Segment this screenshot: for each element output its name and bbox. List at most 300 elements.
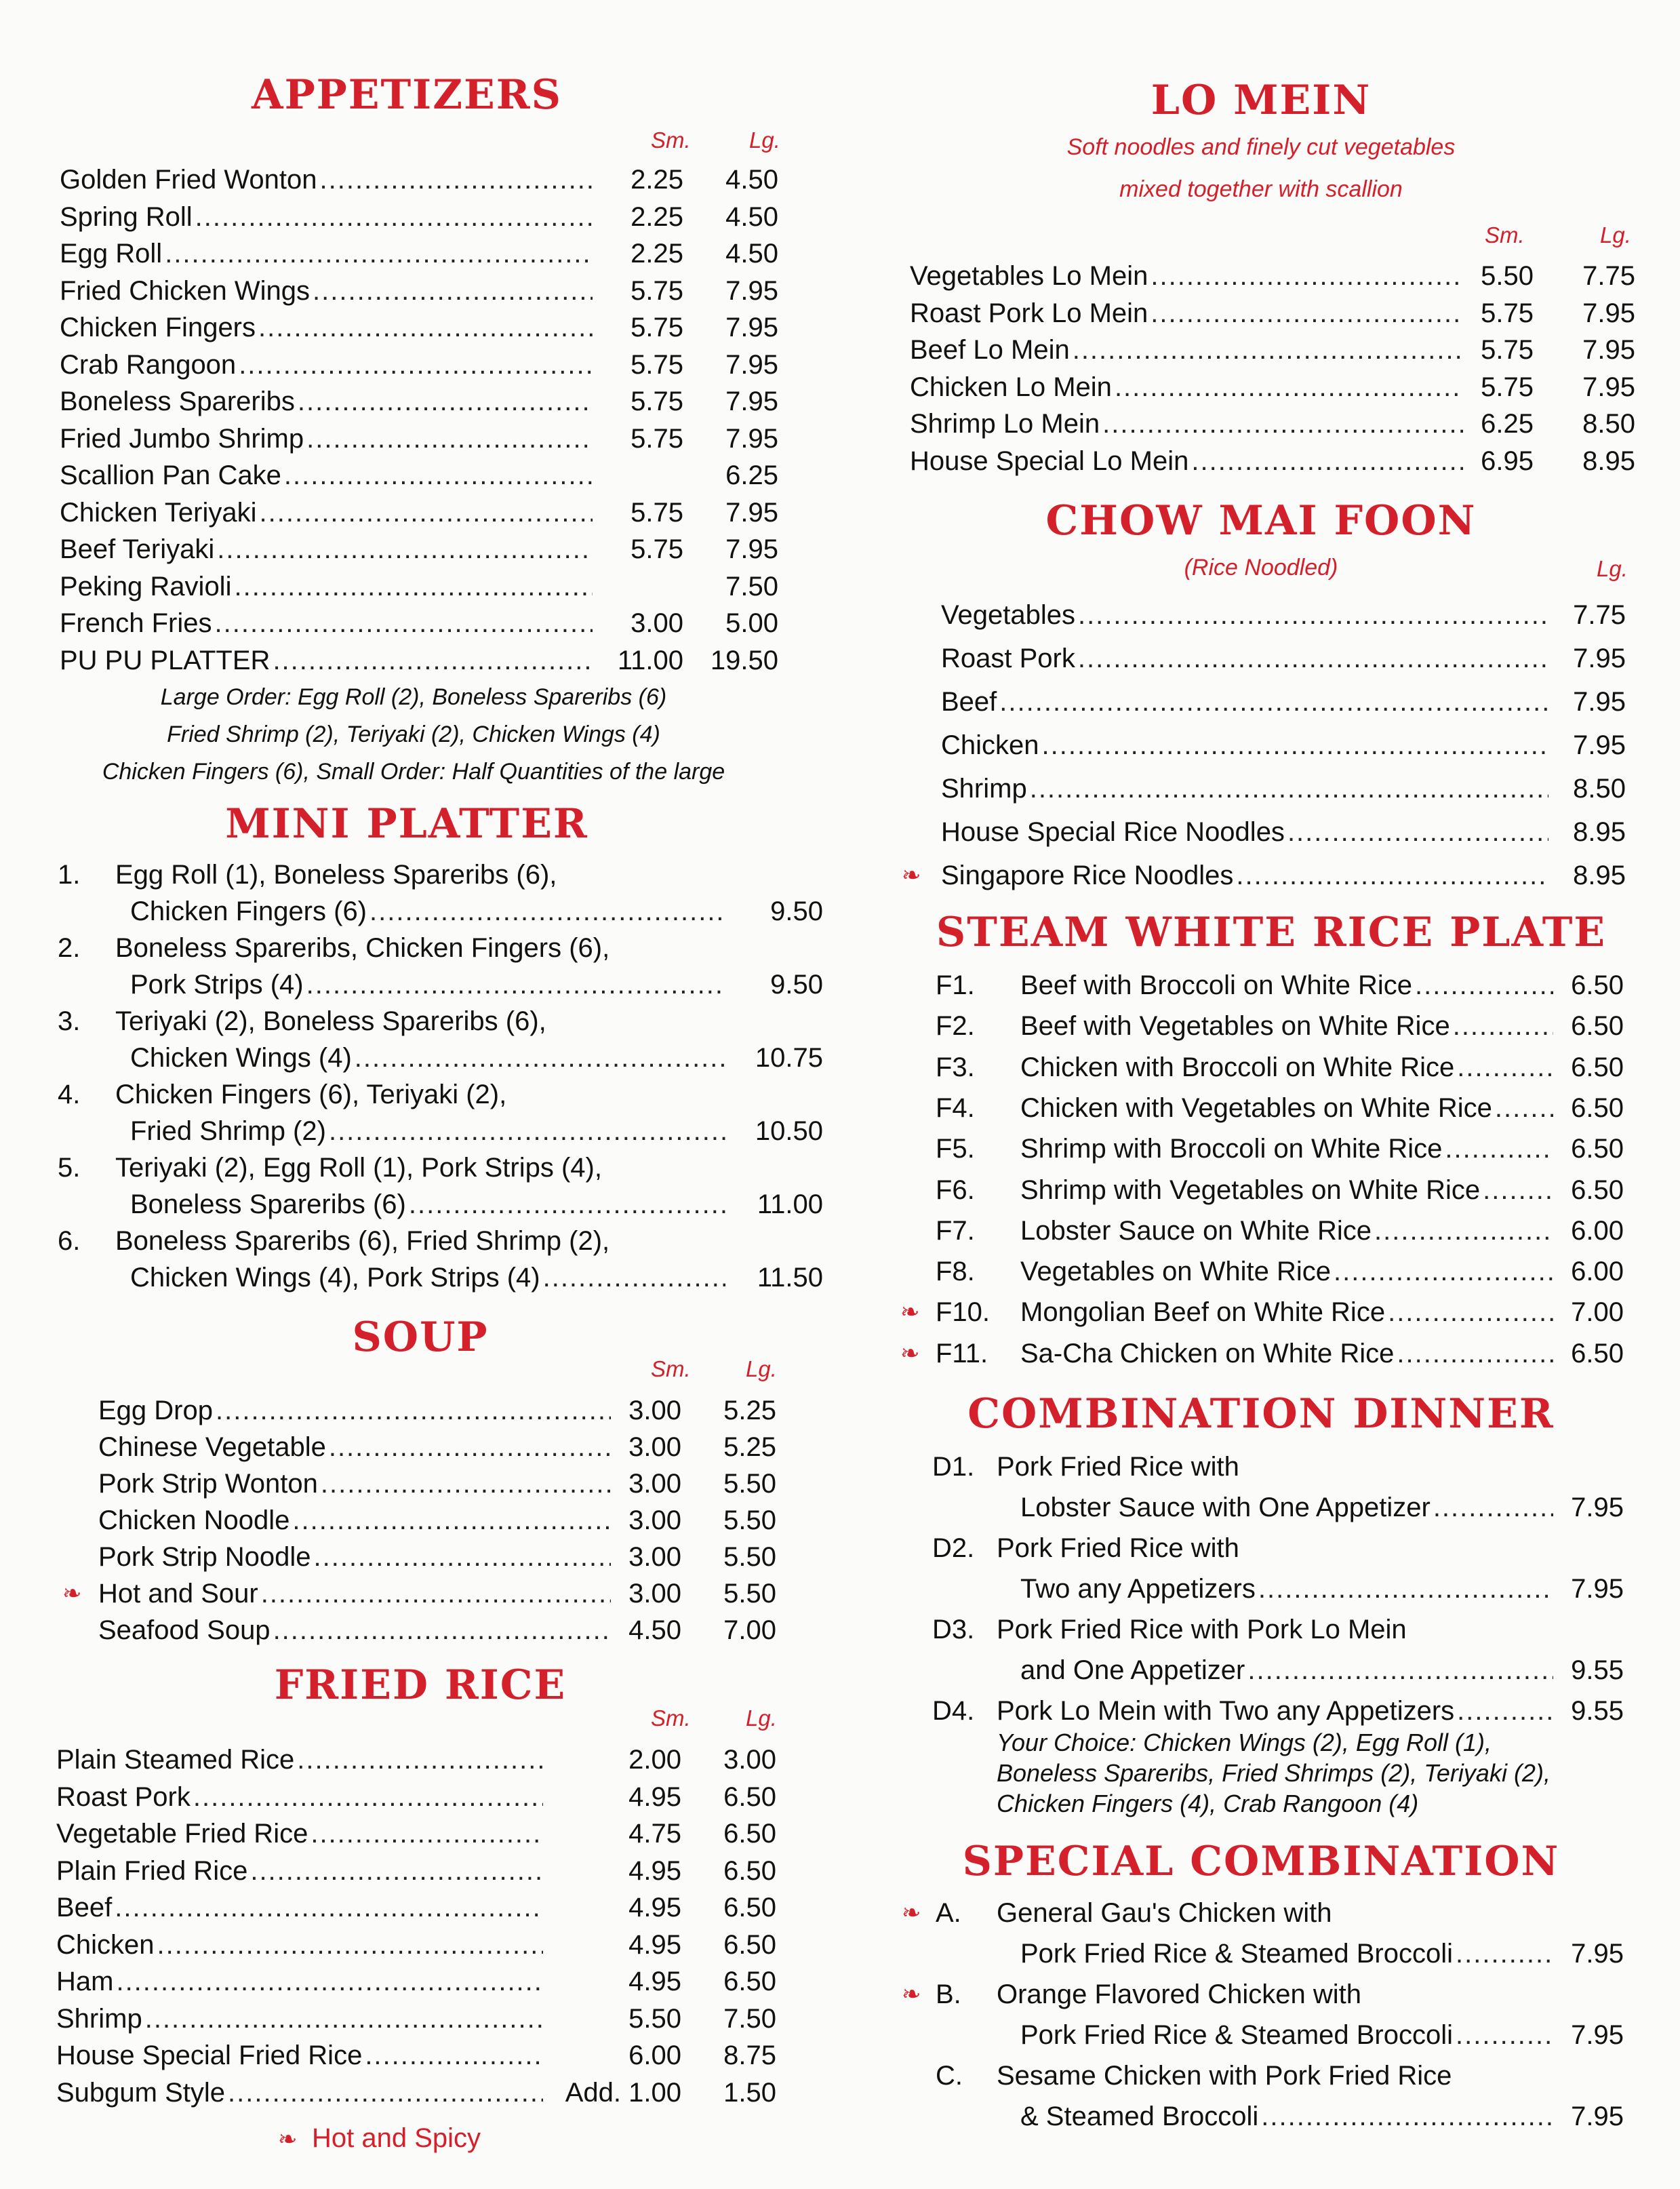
menu-item <box>98 1430 776 1464</box>
menu-item <box>1020 1937 1624 1971</box>
dot-leader <box>313 274 593 308</box>
price-large: 5.25 <box>723 1396 776 1425</box>
dot-leader <box>1445 1132 1553 1166</box>
item-name: Fried Jumbo Shrimp <box>60 423 304 454</box>
item-line: General Gau's Chicken with <box>997 1898 1332 1928</box>
item-name: Chicken Teriyaki <box>60 497 257 528</box>
price-large: 6.50 <box>1571 1175 1624 1205</box>
price-small: 4.95 <box>628 1967 681 1996</box>
dot-leader <box>355 1041 725 1075</box>
menu-item <box>941 642 1626 675</box>
dot-leader <box>284 458 593 492</box>
dot-leader <box>261 1577 611 1611</box>
pepper-icon: ❧ <box>902 1981 921 2007</box>
price-large: 8.50 <box>1573 774 1626 804</box>
item-name: Scallion Pan Cake <box>60 460 281 490</box>
price-small: 4.50 <box>628 1615 681 1645</box>
price-small: Add. 1.00 <box>565 2077 681 2108</box>
item-line: Teriyaki (2), Egg Roll (1), Pork Strips (4), <box>115 1153 602 1183</box>
price-small: 4.95 <box>628 1893 681 1922</box>
dot-leader <box>239 348 593 382</box>
price-large: 8.75 <box>723 2040 776 2070</box>
item-number: 3. <box>58 1006 81 1036</box>
item-name: Boneless Spareribs (6) <box>130 1189 406 1219</box>
item-code: C. <box>936 2061 963 2091</box>
item-name: & Steamed Broccoli <box>1020 2102 1259 2131</box>
item-name: Crab Rangoon <box>60 349 237 380</box>
soup-sm-label: Sm. <box>651 1356 691 1381</box>
menu-item <box>910 296 1635 330</box>
appetizers-heading: APPETIZERS <box>252 71 562 119</box>
item-name: Roast Pork <box>56 1781 191 1812</box>
price-large: 5.50 <box>723 1505 776 1535</box>
price-large: 8.95 <box>1573 817 1626 847</box>
item-code: D3. <box>932 1615 975 1644</box>
price-large: 6.50 <box>1571 1052 1624 1082</box>
price-large: 6.50 <box>723 1855 776 1886</box>
price-large: 4.50 <box>725 165 778 195</box>
price-large: 6.50 <box>723 1929 776 1960</box>
price-large: 6.50 <box>723 1819 776 1849</box>
price-large: 7.75 <box>1582 261 1635 291</box>
price-large: 7.95 <box>725 534 778 564</box>
price-small: 5.75 <box>631 313 683 342</box>
item-code: F6. <box>936 1175 975 1205</box>
dot-leader <box>306 422 593 456</box>
dot-leader <box>1191 444 1463 478</box>
fried-rice-heading: FRIED RICE <box>274 1661 567 1709</box>
menu-item <box>941 859 1626 892</box>
dot-leader <box>234 570 593 604</box>
pepper-icon: ❧ <box>900 1299 920 1326</box>
dot-leader <box>1078 598 1548 632</box>
item-name: French Fries <box>60 608 212 638</box>
item-name: Seafood Soup <box>98 1615 271 1645</box>
item-name: Chicken Noodle <box>98 1505 290 1535</box>
menu-item <box>1020 1050 1624 1084</box>
price-large: 5.50 <box>723 1579 776 1609</box>
item-name: Shrimp Lo Mein <box>910 409 1100 439</box>
fried-rice-lg-label: Lg. <box>746 1705 777 1731</box>
item-code: F4. <box>936 1092 975 1123</box>
item-name: Vegetables <box>941 600 1075 630</box>
item-name: House Special Lo Mein <box>910 446 1189 476</box>
item-line: Orange Flavored Chicken with <box>997 1979 1362 2009</box>
menu-item <box>56 2076 776 2110</box>
dot-leader <box>215 606 593 640</box>
menu-item <box>60 458 778 492</box>
item-name: Beef with Vegetables on White Rice <box>1020 1011 1450 1042</box>
price-large: 7.95 <box>725 275 778 306</box>
item-name: Beef <box>941 687 997 717</box>
item-name: Pork Strip Wonton <box>98 1469 318 1499</box>
soup-heading: SOUP <box>352 1314 489 1361</box>
dot-leader <box>1388 1295 1553 1329</box>
menu-item <box>130 968 823 1002</box>
appetizers-sm-label: Sm. <box>651 127 691 153</box>
choice-note: Boneless Spareribs, Fried Shrimps (2), Teriyaki (2), <box>997 1759 1551 1787</box>
item-line: Chicken Fingers (6), Teriyaki (2), <box>115 1080 507 1109</box>
item-name: Chinese Vegetable <box>98 1432 326 1462</box>
pepper-icon: ❧ <box>62 1581 82 1606</box>
menu-item <box>130 894 823 928</box>
price-large: 9.55 <box>1571 1696 1624 1726</box>
menu-item <box>60 163 778 197</box>
menu-item <box>60 348 778 382</box>
price-small: 5.75 <box>1481 298 1534 328</box>
price-large: 7.95 <box>725 313 778 342</box>
dot-leader <box>165 237 593 271</box>
dot-leader <box>321 1467 611 1501</box>
dot-leader <box>1374 1214 1553 1248</box>
dot-leader <box>297 1743 543 1777</box>
item-name: Chicken with Broccoli on White Rice <box>1020 1052 1455 1082</box>
dot-leader <box>1287 815 1548 849</box>
combination-dinner-heading: COMBINATION DINNER <box>967 1390 1555 1438</box>
item-name: Chicken Wings (4), Pork Strips (4) <box>130 1263 540 1293</box>
item-code: F11. <box>936 1338 988 1368</box>
price-small: 3.00 <box>628 1469 681 1499</box>
menu-item <box>941 598 1626 632</box>
dot-leader <box>216 1394 611 1427</box>
price-large: 9.50 <box>770 896 823 926</box>
price-large: 6.50 <box>723 1893 776 1922</box>
menu-item <box>98 1577 776 1611</box>
item-name: Roast Pork Lo Mein <box>910 298 1148 328</box>
price-small: 4.95 <box>628 1929 681 1960</box>
special-combination-heading: SPECIAL COMBINATION <box>962 1838 1560 1885</box>
dot-leader <box>329 1430 611 1464</box>
item-name: Two any Appetizers <box>1020 1574 1256 1604</box>
menu-item <box>60 422 778 456</box>
price-large: 7.95 <box>725 387 778 416</box>
dot-leader <box>409 1187 725 1221</box>
price-large: 6.50 <box>1571 1134 1624 1164</box>
lo-mein-subtitle-2: mixed together with scallion <box>1119 176 1403 202</box>
menu-item <box>60 274 778 308</box>
dot-leader <box>1453 1009 1553 1043</box>
price-large: 6.50 <box>1571 1011 1624 1042</box>
price-large: 4.50 <box>725 239 778 269</box>
item-name: Chicken Fingers (6) <box>130 896 367 926</box>
price-large: 7.50 <box>725 571 778 602</box>
lo-mein-heading: LO MEIN <box>1151 77 1372 124</box>
menu-item <box>910 259 1635 293</box>
menu-item <box>130 1261 823 1295</box>
menu-item <box>98 1540 776 1574</box>
price-large: 5.25 <box>723 1432 776 1462</box>
item-code: F1. <box>936 970 975 1000</box>
item-name: Sa-Cha Chicken on White Rice <box>1020 1338 1395 1368</box>
price-large: 6.50 <box>723 1967 776 1996</box>
item-name: Mongolian Beef on White Rice <box>1020 1297 1386 1328</box>
price-large: 6.25 <box>725 460 778 490</box>
item-name: Shrimp with Broccoli on White Rice <box>1020 1134 1443 1164</box>
price-large: 7.95 <box>1571 1493 1624 1522</box>
dot-leader <box>1456 2018 1553 2052</box>
menu-item <box>60 570 778 604</box>
steam-rice-heading: STEAM WHITE RICE PLATE <box>936 909 1607 956</box>
price-large: 7.50 <box>723 2003 776 2034</box>
dot-leader <box>193 1780 543 1814</box>
menu-item <box>1020 1009 1624 1043</box>
price-large: 7.95 <box>1571 1939 1624 1969</box>
price-large: 7.00 <box>723 1615 776 1645</box>
dot-leader <box>298 384 593 418</box>
item-name: Boneless Spareribs <box>60 387 295 416</box>
item-name: Lobster Sauce with One Appetizer <box>1020 1493 1431 1522</box>
menu-item <box>56 1743 776 1777</box>
price-large: 8.95 <box>1573 861 1626 890</box>
dot-leader <box>369 894 725 928</box>
item-number: 1. <box>58 860 81 890</box>
lo-mein-sm-label: Sm. <box>1485 222 1525 248</box>
price-small: 6.00 <box>628 2040 681 2070</box>
menu-item <box>941 815 1626 849</box>
dot-leader <box>311 1817 543 1851</box>
dot-leader <box>292 1503 611 1537</box>
lo-mein-lg-label: Lg. <box>1600 222 1631 248</box>
dot-leader <box>195 200 593 234</box>
menu-item <box>98 1467 776 1501</box>
menu-item <box>60 200 778 234</box>
menu-item <box>1020 1491 1624 1524</box>
price-small: 5.75 <box>631 497 683 528</box>
menu-item <box>56 1891 776 1925</box>
item-code: F10. <box>936 1297 991 1328</box>
item-name: Beef with Broccoli on White Rice <box>1020 970 1413 1000</box>
menu-item <box>1020 1132 1624 1166</box>
menu-item <box>56 2038 776 2072</box>
item-name: Pork Strips (4) <box>130 970 304 1000</box>
item-name: Subgum Style <box>56 2077 226 2108</box>
menu-item <box>56 1928 776 1962</box>
appetizers-lg-label: Lg. <box>749 127 780 153</box>
price-large: 7.95 <box>1582 298 1635 328</box>
menu-item <box>60 311 778 344</box>
price-large: 8.50 <box>1582 409 1635 439</box>
dot-leader <box>228 2076 543 2110</box>
item-name: Plain Steamed Rice <box>56 1745 295 1775</box>
item-name: Fried Chicken Wings <box>60 275 311 306</box>
menu-item <box>1020 1572 1624 1606</box>
dot-leader <box>1334 1255 1553 1288</box>
menu-item <box>910 407 1635 441</box>
item-name: Chicken <box>941 730 1039 760</box>
price-large: 7.95 <box>1573 730 1626 760</box>
item-name: Chicken Fingers <box>60 313 256 342</box>
item-line: Boneless Spareribs (6), Fried Shrimp (2), <box>115 1226 610 1256</box>
dot-leader <box>116 1965 543 1998</box>
lo-mein-subtitle-1: Soft noodles and finely cut vegetables <box>1066 134 1456 160</box>
item-name: Pork Fried Rice & Steamed Broccoli <box>1020 2020 1454 2050</box>
pepper-icon: ❧ <box>902 863 921 888</box>
price-small: 2.25 <box>631 201 683 232</box>
price-small: 11.00 <box>617 645 683 675</box>
item-name: Chicken Wings (4) <box>130 1043 352 1073</box>
item-line: Teriyaki (2), Boneless Spareribs (6), <box>115 1006 546 1036</box>
item-code: F5. <box>936 1134 975 1164</box>
item-code: F8. <box>936 1257 975 1287</box>
dot-leader <box>1483 1173 1553 1207</box>
price-small: 5.75 <box>631 423 683 454</box>
item-name: Singapore Rice Noodles <box>941 861 1234 890</box>
item-number: 4. <box>58 1080 81 1109</box>
menu-item <box>60 237 778 271</box>
dot-leader <box>1495 1091 1553 1125</box>
menu-item <box>910 370 1635 404</box>
price-large: 6.00 <box>1571 1257 1624 1287</box>
menu-item <box>910 444 1635 478</box>
item-line: Sesame Chicken with Pork Fried Rice <box>997 2061 1452 2091</box>
chow-mai-foon-subtitle: (Rice Noodled) <box>1184 555 1338 580</box>
item-name: Golden Fried Wonton <box>60 165 317 195</box>
dot-leader <box>258 311 593 344</box>
dot-leader <box>1042 728 1548 762</box>
menu-item <box>1020 2018 1624 2052</box>
menu-item <box>60 532 778 566</box>
choice-note: Chicken Fingers (4), Crab Rangoon (4) <box>997 1790 1419 1817</box>
item-name: Spring Roll <box>60 201 193 232</box>
price-large: 6.00 <box>1571 1215 1624 1246</box>
dot-leader <box>1151 296 1463 330</box>
pepper-icon: ❧ <box>278 2127 298 2152</box>
menu-item <box>1020 1337 1624 1370</box>
pepper-icon: ❧ <box>900 1340 920 1366</box>
menu-item <box>910 333 1635 367</box>
hot-spicy-legend: Hot and Spicy <box>312 2123 481 2153</box>
menu-item <box>56 1854 776 1888</box>
menu-item <box>1020 968 1624 1002</box>
price-large: 9.50 <box>770 970 823 1000</box>
menu-item <box>1020 1091 1624 1125</box>
price-large: 7.95 <box>1573 687 1626 717</box>
price-small: 3.00 <box>631 608 683 638</box>
item-name: Chicken with Vegetables on White Rice <box>1020 1092 1492 1123</box>
order-note: Large Order: Egg Roll (2), Boneless Spareribs (6) <box>160 684 667 710</box>
item-name: PU PU PLATTER <box>60 645 271 675</box>
price-small: 5.50 <box>628 2003 681 2034</box>
item-name: Plain Fried Rice <box>56 1855 248 1886</box>
menu-item <box>941 728 1626 762</box>
price-large: 11.50 <box>757 1263 823 1293</box>
price-large: 8.95 <box>1582 446 1635 476</box>
price-small: 3.00 <box>628 1396 681 1425</box>
item-name: Shrimp <box>56 2003 142 2034</box>
item-number: 5. <box>58 1153 81 1183</box>
item-name: House Special Fried Rice <box>56 2040 363 2070</box>
price-large: 7.75 <box>1573 600 1626 630</box>
item-name: Roast Pork <box>941 644 1075 673</box>
dot-leader <box>1236 859 1548 892</box>
price-large: 6.50 <box>723 1781 776 1812</box>
item-line: Pork Fried Rice with <box>997 1533 1239 1563</box>
dot-leader <box>319 163 593 197</box>
item-name: Shrimp <box>941 774 1027 804</box>
chow-mai-foon-heading: CHOW MAI FOON <box>1045 497 1477 545</box>
item-code: F2. <box>936 1011 975 1042</box>
dot-leader <box>365 2038 543 2072</box>
item-code: D4. <box>932 1696 975 1726</box>
dot-leader <box>1030 772 1548 806</box>
menu-item <box>56 1817 776 1851</box>
price-small: 5.75 <box>1481 372 1534 402</box>
price-large: 7.95 <box>725 349 778 380</box>
dot-leader <box>1456 1937 1553 1971</box>
price-small: 4.95 <box>628 1855 681 1886</box>
item-code: D1. <box>932 1452 975 1482</box>
dot-leader <box>1115 370 1463 404</box>
price-large: 1.50 <box>723 2077 776 2108</box>
dot-leader <box>1078 642 1548 675</box>
price-large: 6.50 <box>1571 970 1624 1000</box>
price-large: 9.55 <box>1571 1655 1624 1685</box>
item-name: Pork Fried Rice & Steamed Broccoli <box>1020 1939 1454 1969</box>
price-large: 11.00 <box>757 1189 823 1219</box>
item-line: Pork Fried Rice with Pork Lo Mein <box>997 1615 1407 1644</box>
price-large: 3.00 <box>723 1745 776 1775</box>
dot-leader <box>217 532 593 566</box>
menu-item <box>1020 1214 1624 1248</box>
price-large: 7.95 <box>1571 2102 1624 2131</box>
chow-mai-foon-lg-label: Lg. <box>1597 556 1628 581</box>
price-small: 3.00 <box>628 1432 681 1462</box>
dot-leader <box>1433 1491 1553 1524</box>
menu-item <box>941 772 1626 806</box>
menu-item <box>130 1187 823 1221</box>
price-large: 19.50 <box>710 645 778 675</box>
price-small: 3.00 <box>628 1542 681 1572</box>
dot-leader <box>1247 1653 1553 1687</box>
item-name: House Special Rice Noodles <box>941 817 1285 847</box>
menu-item <box>997 1694 1624 1728</box>
dot-leader <box>329 1114 725 1148</box>
item-name: Pork Lo Mein with Two any Appetizers <box>997 1696 1455 1726</box>
dot-leader <box>999 685 1548 719</box>
dot-leader <box>313 1540 611 1574</box>
price-large: 10.75 <box>755 1043 823 1073</box>
dot-leader <box>1415 968 1553 1002</box>
order-note: Fried Shrimp (2), Teriyaki (2), Chicken Wings (4) <box>167 722 660 747</box>
price-small: 6.25 <box>1481 409 1534 439</box>
item-line: Egg Roll (1), Boneless Spareribs (6), <box>115 860 557 890</box>
mini-platter-heading: MINI PLATTER <box>225 800 588 848</box>
price-small: 5.75 <box>631 534 683 564</box>
menu-item <box>130 1114 823 1148</box>
menu-item <box>56 1780 776 1814</box>
dot-leader <box>306 968 725 1002</box>
item-name: Peking Ravioli <box>60 571 232 602</box>
price-large: 7.95 <box>1582 372 1635 402</box>
dot-leader <box>1102 407 1463 441</box>
pepper-icon: ❧ <box>902 1900 921 1926</box>
menu-item <box>60 384 778 418</box>
item-code: A. <box>936 1898 961 1928</box>
price-small: 2.25 <box>631 239 683 269</box>
price-large: 7.95 <box>1582 335 1635 365</box>
item-number: 6. <box>58 1226 81 1256</box>
item-code: F3. <box>936 1052 975 1082</box>
menu-item <box>1020 1173 1624 1207</box>
menu-item <box>98 1503 776 1537</box>
price-small: 3.00 <box>628 1579 681 1609</box>
price-large: 7.95 <box>1571 1574 1624 1604</box>
dot-leader <box>273 1613 611 1647</box>
dot-leader <box>1261 2099 1553 2133</box>
menu-item <box>1020 1653 1624 1687</box>
item-line: Pork Fried Rice with <box>997 1452 1239 1482</box>
item-name: Vegetables on White Rice <box>1020 1257 1332 1287</box>
